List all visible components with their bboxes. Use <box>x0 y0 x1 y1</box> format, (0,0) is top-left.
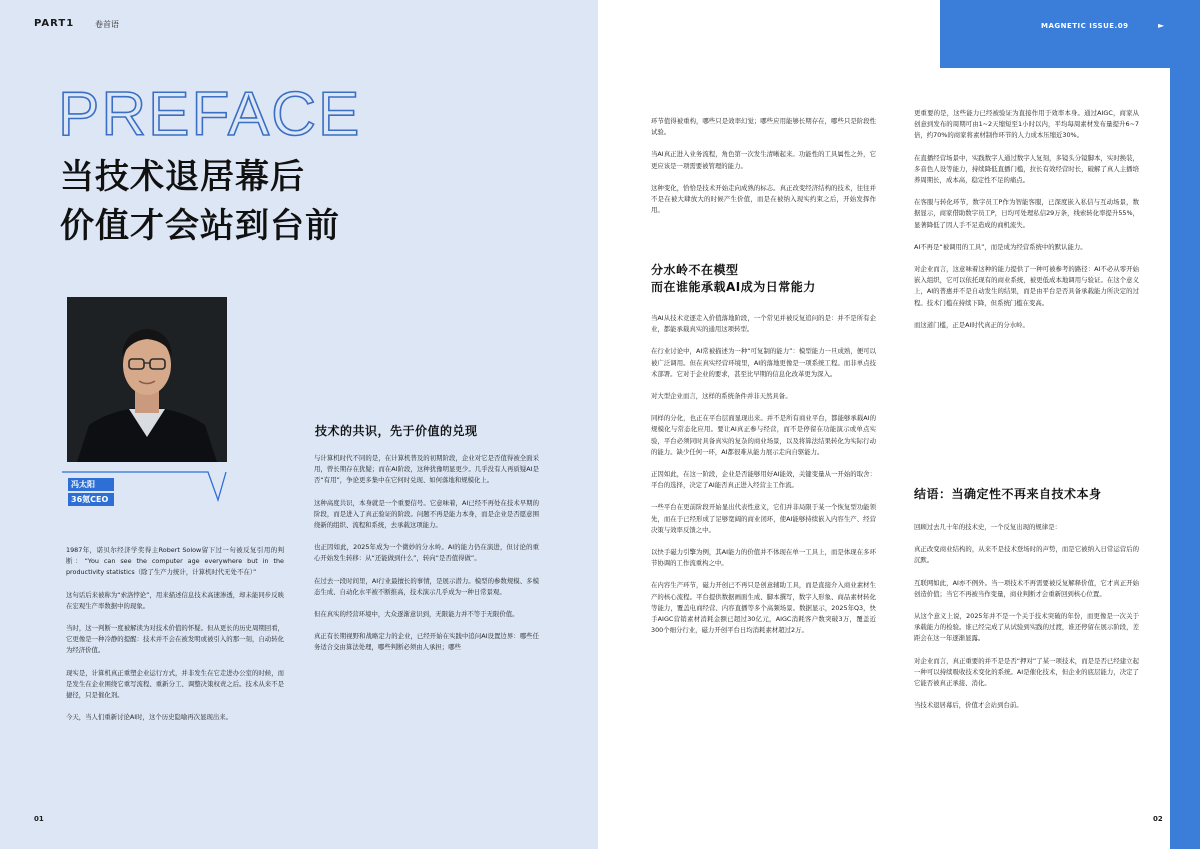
preface-heading: PREFACE <box>58 80 362 149</box>
right-accent-band-top <box>940 0 1200 68</box>
paragraph: 真正改变商业结构的，从来不是技术登场时的声势，而是它被纳入日常运营后的沉默。 <box>914 545 1139 565</box>
section-heading <box>651 262 876 296</box>
paragraph: 在直播经营场景中，实践数字人通过数字人复刻，多镜头分镜脚本，实时换装，多音色人设等能力，持续降低直播门槛，拉长有效经营时长，破解了真人主播培养周期长，成本高，稳定性不足的痛点。 <box>914 153 1139 185</box>
paragraph: 今天，当人们重新讨论AI时，这个历史隐喻再次显现出来。 <box>66 713 233 722</box>
paragraph: 更重要的是，这些能力已经被验证为直接作用于效率本身。通过AIGC，商家从创意到发布的周期可由1~2天缩短至1小时以内，平均每周素材发布量提升6~7倍，约70%的商家将素材制作环节的人力成本压缩近30%。 <box>914 109 1139 140</box>
paragraph: 当AI真正进入业务流程，角色第一次发生清晰起来。功能性的工具属性之外，它更应该是一项需要被管理的能力。 <box>651 150 876 170</box>
section-heading-line-2: 而在谁能承载AI成为日常能力 <box>651 280 816 294</box>
right-column-1-top <box>651 116 876 227</box>
paragraph: 而这道门槛，正是AI时代真正的分水岭。 <box>914 320 1029 329</box>
paragraph: 在客服与转化环节，数字员工P作为智能客服，已深度嵌入私信与互动场景，数据显示，商家借助数字员工P，日均可处理私信29万条，线索转化率提升55%，显著降低了因人手不足造成的商机流失。 <box>914 198 1139 229</box>
paragraph: 在过去一段时间里，AI行业最擅长的事情，是展示潜力。模型的参数规模、多模态生成、自动化水平被不断推高，技术演示几乎成为一种日常景观。 <box>314 576 539 596</box>
right-column-1-bottom <box>651 313 876 647</box>
paragraph: 真正有长期视野和战略定力的企业，已经开始在实践中追问AI设置边界：哪些任务适合交由算法处理，哪些判断必须由人承担；哪些 <box>314 632 539 652</box>
right-column-2-bottom <box>914 522 1139 722</box>
paragraph: 对企业而言，真正重要的并不是是否“押对”了某一项技术，而是是否已经建立起一种可以持续吸收技术变化的系统。AI是催化技术，但企业的底层能力，决定了它能否被真正承接、消化。 <box>914 656 1139 688</box>
magazine-issue-label: MAGNETIC ISSUE.09 <box>1041 22 1129 30</box>
person-caption <box>68 478 114 508</box>
arrow-right-icon: ► <box>1158 21 1165 30</box>
section-heading: 技术的共识，先于价值的兑现 <box>315 424 478 438</box>
right-accent-band-side <box>1170 68 1200 849</box>
paragraph: 现实是，计算机真正重塑企业运行方式，并非发生在它走进办公室的时候，而是发生在企业围绕它重写流程、重新分工、调整决策权责之后。技术从来不是捷径，只是催化剂。 <box>66 668 284 700</box>
paragraph: 对企业而言，这意味着这种的能力提供了一种可被参考的路径：AI不必从零开始嵌入组织，它可以依托现有的商业系统，被更低成本地调用与验证。在这个意义上，AI的普惠并不是自动发生的结果，而是由平台是否具备承载能力所决定的过程。技术门槛在持续下降，但系统门槛在变高。 <box>914 265 1139 307</box>
paragraph: 与计算机时代不同的是，在计算机普及的初期阶段，企业对它是否值得被全面采用，曾长期存在犹疑；而在AI阶段，这种犹豫明显更少。几乎没有人再质疑AI是否“有用”，争论更多集中在它何时兑现、如何落地和规模化上。 <box>314 454 539 485</box>
right-column-2-top <box>914 108 1139 342</box>
paragraph: 互联网如此，AI亦不例外。当一项技术不再需要被反复解释价值，它才真正开始创造价值；当它不再被当作变量，商业判断才会重新回到核心位置。 <box>914 578 1139 598</box>
paragraph: 1987年，诺贝尔经济学奖得主Robert Solow留下过一句被反复引用的判断：“You can see the computer age everywhere but in the productivity statistics（除了生产力统计，计算机时代无处不在）” <box>66 546 284 577</box>
paragraph: 一些平台在更前阶段开始显出代表性意义，它们并非局限于某一个恢复型功能领先，而在于已经形成了足够宽阔的商业闭环，使AI能够持续嵌入内容生产、经营决策与效率反馈之中。 <box>651 503 876 534</box>
paragraph: AI不再是“被调用的工具”，而是成为经营系统中的默认能力。 <box>914 242 1087 251</box>
person-role: 36氪CEO <box>68 493 114 506</box>
middle-column <box>314 453 539 665</box>
person-name: 冯太阳 <box>68 478 114 491</box>
section-heading-line-1: 分水岭不在模型 <box>651 263 739 277</box>
page-title-line-1: 当技术退居幕后 <box>60 157 305 197</box>
header-section-label: 卷首语 <box>95 20 119 29</box>
paragraph: 回顾过去几十年的技术史，一个反复出现的规律是： <box>914 523 1061 531</box>
paragraph: 这种高度共识，本身就是一个重要信号。它意味着，AI已经不再处在技术早期的阶段，而是进入了真正验证的阶段。问题不再是能力本身，而是企业是否愿意围绕新的组织、流程和系统，去承载这项能力。 <box>314 498 539 530</box>
left-column <box>66 545 284 734</box>
paragraph: 从这个意义上说，2025年并不是一个关于技术突破的年份，而更像是一次关于承载能力的检验。谁已经完成了从试验到实践的过渡，谁还停留在展示阶段，差距会在这一年逐渐显露。 <box>914 612 1139 643</box>
header-part-label: PART1 <box>34 18 75 29</box>
paragraph: 在行业讨论中，AI常被描述为一种“可复制的能力”：模型能力一旦成熟，便可以被广泛调用。但在真实经营环境里，AI的落地更像是一项系统工程。而非单点技术部署。它对于企业的要求，甚至比早期的信息化改革更为深入。 <box>651 347 876 378</box>
page-number-left: 01 <box>34 815 44 823</box>
paragraph: 当技术退居幕后，价值才会站到台前。 <box>914 701 1023 710</box>
conclusion-heading: 结语：当确定性不再来自技术本身 <box>914 487 1102 501</box>
page-number-right: 02 <box>1153 815 1163 823</box>
paragraph: 在内容生产环节，磁力开创已不再只是创意辅助工具，而是直接介入商业素材生产的核心流程。平台提供数据画面生成、脚本撰写，数字人形象、商品素材转化等能力，覆盖电商经营、内容直播等多个高频场景。数据显示，2025年Q3，快手AIGC营销素材消耗金额已超过30亿元，AIGC消耗客户数突破3万，覆盖近300个细分行业，磁力开创平台日均消耗素材超过2万。 <box>651 581 876 635</box>
page-title-line-2: 价值才会站到台前 <box>60 206 340 246</box>
portrait-photo <box>67 297 227 462</box>
paragraph: 对大型企业而言，这样的系统条件并非天然具备。 <box>651 392 792 401</box>
paragraph: 当AI从技术竞逐走入价值落地阶段，一个常见并被反复追问的是：并不是所有企业，都能承载真实的通用这项转型。 <box>651 314 876 334</box>
paragraph: 但在真实的经营环境中，大众逐渐意识到，无限能力并不等于无限价值。 <box>314 610 519 619</box>
paragraph: 正因如此，在这一阶段，企业是否能够用好AI能效，关键变量从一开始的取舍：平台的选择，决定了AI能否真正进入经营主工作流。 <box>651 470 876 490</box>
paragraph: 以快手磁力引擎为例，其AI能力的价值并不体现在单一工具上，而是体现在多环节协调的工作流重构之中。 <box>651 548 876 568</box>
paragraph: 这种变化，恰恰是技术开始走向成熟的标志。真正改变经济结构的技术，往往并不是在被大肆放大的时候产生价值，而是在被纳入现实约束之后，开始发挥作用。 <box>651 183 876 215</box>
paragraph: 当时，这一判断一度被解读为对技术价值的怀疑。但从更长的历史周期回看，它更像是一种冷静的提醒：技术并不会在被发明或被引入的那一刻，自动转化为经济价值。 <box>66 624 284 655</box>
paragraph: 也正因如此，2025年成为一个微妙的分水岭。AI的能力仍在演进，但讨论的重心开始发生转移：从“还能做到什么”，转向“是否值得做”。 <box>314 543 539 563</box>
paragraph: 同样的分化，也正在平台层面显现出来。并不是所有商业平台，都能够承载AI的规模化与常态化应用。要让AI真正参与经营，而不是停留在功能演示或单点实验，平台必须同时具备真实的复杂的商业场景，以及将算法结果转化为实际行动的能力。缺少任何一环，AI都很难从能力展示走向自驱能力。 <box>651 414 876 456</box>
paragraph: 这句话后来被称为“索洛悖论”，用来描述信息技术高速渗透，却未能同步反映在宏观生产率数据中的现象。 <box>66 590 284 610</box>
paragraph: 环节值得被重构，哪些只是效率幻觉；哪些应用能够长期存在，哪些只是阶段性试验。 <box>651 117 876 137</box>
